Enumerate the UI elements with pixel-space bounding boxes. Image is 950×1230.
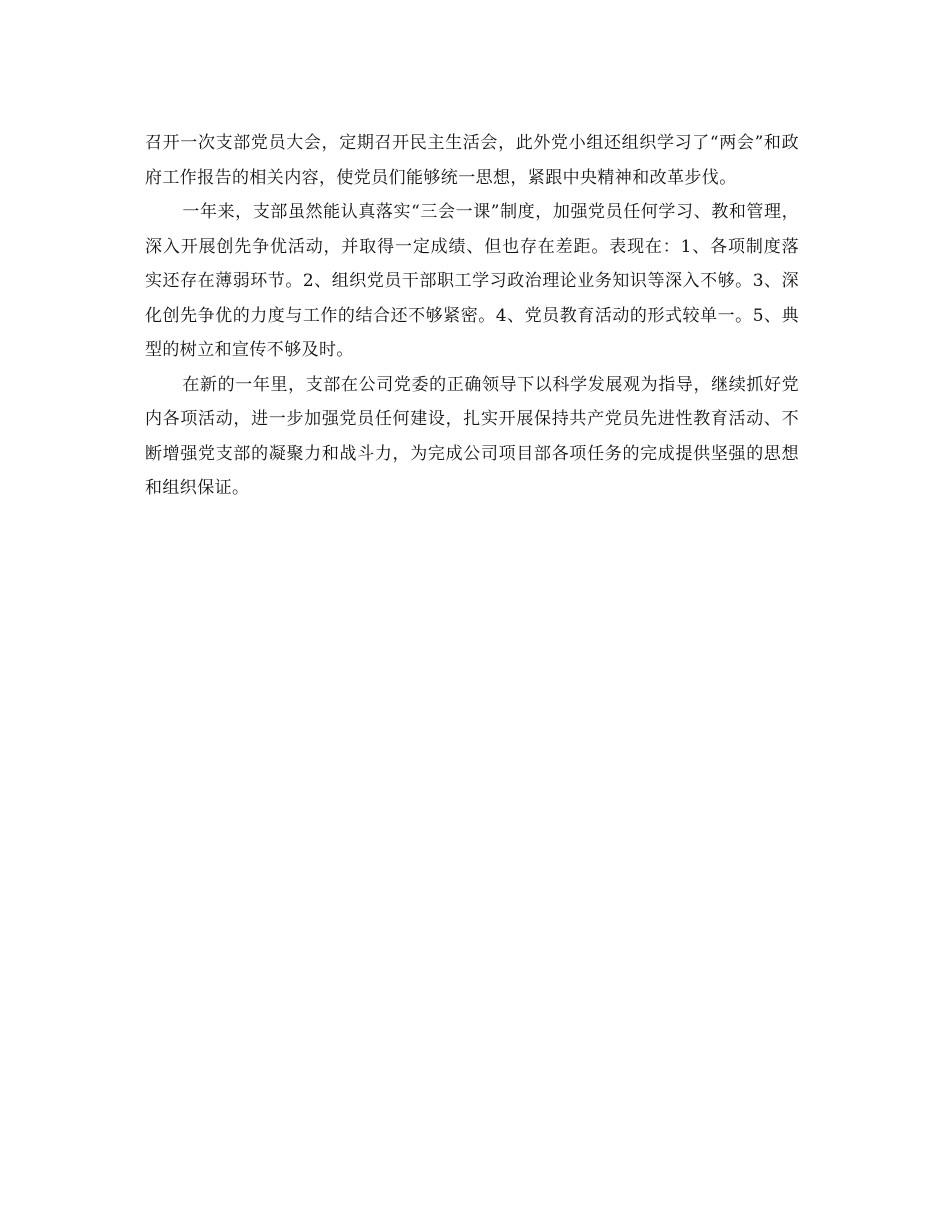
paragraph-continuation: 召开一次支部党员大会，定期召开民主生活会，此外党小组还组织学习了“两会”和政府工作报告的相关内容，使党员们能够统一思想，紧跟中央精神和改革步伐。 xyxy=(145,133,799,188)
paragraph-shortcomings: 一年来，支部虽然能认真落实“三会一课”制度，加强党员任何学习、教和管理，深入开展创先争优活动，并取得一定成绩、但也存在差距。表现在：1、各项制度落实还存在薄弱环节。2、组织党员干部职工学习政治理论业务知识等深入不够。3、深化创先争优的力度与工作的结合还不够紧密。4、党员教育活动的形式较单一。5、典型的树立和宣传不够及时。 xyxy=(145,202,799,360)
paragraph-new-year-plan: 在新的一年里，支部在公司党委的正确领导下以科学发展观为指导，继续抓好党内各项活动，进一步加强党员任何建设，扎实开展保持共产党员先进性教育活动、不断增强党支部的凝聚力和战斗力，为完成公司项目部各项任务的完成提供坚强的思想和组织保证。 xyxy=(145,374,799,498)
document-body xyxy=(145,126,799,506)
